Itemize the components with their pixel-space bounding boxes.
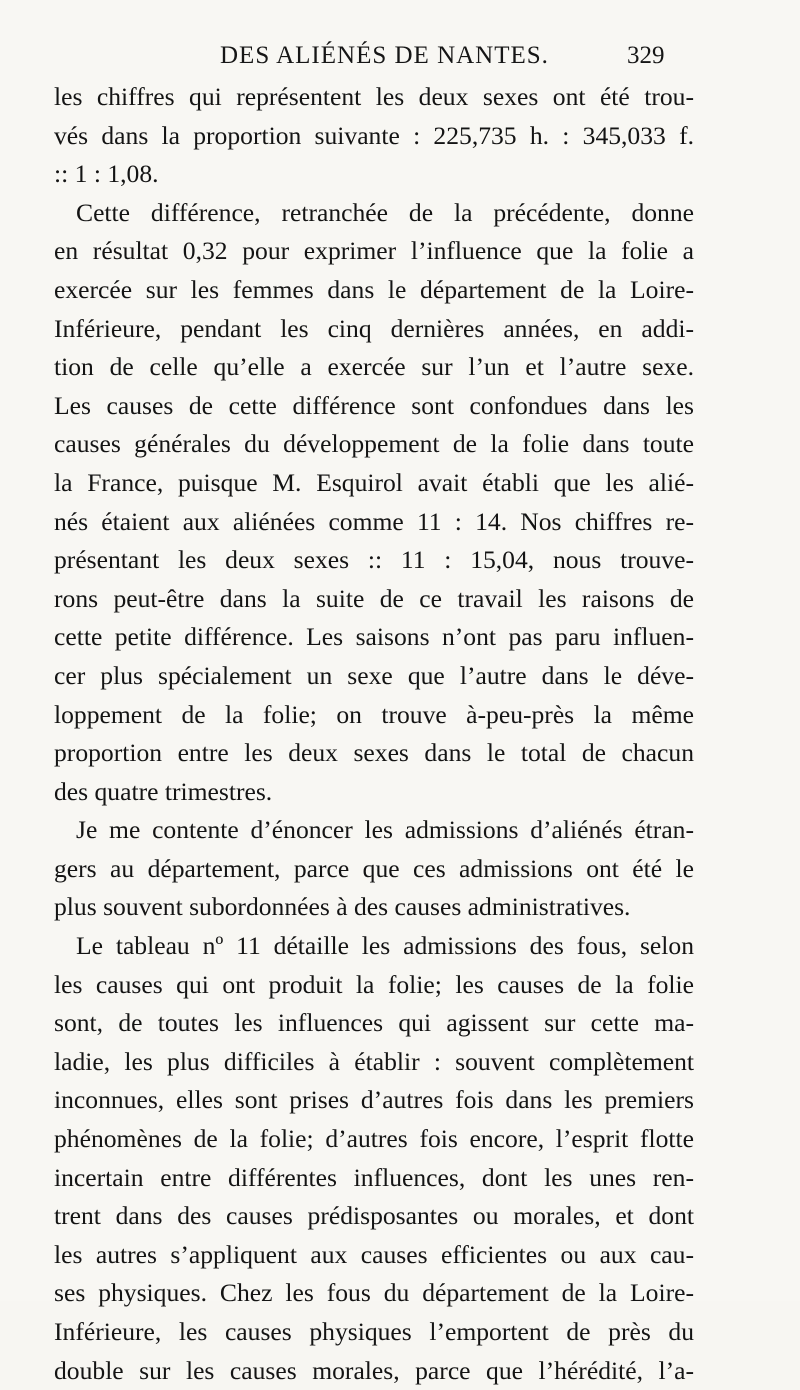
running-title: DES ALIÉNÉS DE NANTES. (220, 42, 549, 69)
text-line: vés dans la proportion suivante : 225,735 h. : 345,033 f. (54, 120, 694, 150)
text-line: Inférieure, les causes physiques l’emportent de près du (54, 1317, 694, 1346)
text-line: sont, de toutes les influences qui agissent sur cette ma- (54, 1008, 694, 1038)
text-line: loppement de la folie; on trouve à-peu-près la même (54, 699, 694, 729)
text-line: des quatre trimestres. (54, 776, 273, 806)
paragraph-first-line: Cette différence, retranchée de la précédente, donne (76, 197, 694, 227)
text-line: trent dans des causes prédisposantes ou morales, et dont (54, 1201, 694, 1231)
body-text (54, 78, 694, 1390)
text-line: les causes qui ont produit la folie; les causes de la folie (54, 969, 694, 999)
text-line: double sur les causes morales, parce que l’hérédité, l’a- (54, 1355, 694, 1385)
text-line: la France, puisque M. Esquirol avait établi que les alié- (54, 467, 694, 497)
text-line: cette petite différence. Les saisons n’ont pas paru influen- (54, 622, 694, 652)
text-line: cer plus spécialement un sexe que l’autre dans le déve- (54, 660, 694, 690)
text-line: gers au département, parce que ces admissions ont été le (54, 853, 694, 883)
text-line: tion de celle qu’elle a exercée sur l’un et l’autre sexe. (54, 352, 694, 382)
paragraph-first-line: Je me contente d’énoncer les admissions d’aliénés étran- (76, 815, 694, 845)
text-line: plus souvent subordonnées à des causes administratives. (54, 892, 631, 922)
text-line: présentant les deux sexes :: 11 : 15,04, nous trouve- (54, 545, 694, 575)
paragraph-first-line: Le tableau nº 11 détaille les admissions des fous, selon (76, 931, 694, 961)
text-line: ladie, les plus difficiles à établir : souvent complètement (54, 1046, 694, 1076)
text-line: inconnues, elles sont prises d’autres fois dans les premiers (54, 1085, 694, 1115)
text-line: en résultat 0,32 pour exprimer l’influence que la folie a (54, 236, 694, 266)
text-line: proportion entre les deux sexes dans le total de chacun (54, 738, 694, 768)
text-line: phénomènes de la folie; d’autres fois encore, l’esprit flotte (54, 1124, 694, 1154)
text-line: les chiffres qui représentent les deux sexes ont été trou- (54, 82, 694, 111)
text-line: exercée sur les femmes dans le département de la Loire- (54, 274, 694, 304)
text-line: Les causes de cette différence sont confondues dans les (54, 390, 694, 420)
text-line: :: 1 : 1,08. (54, 159, 159, 189)
text-line: incertain entre différentes influences, dont les unes ren- (54, 1162, 694, 1192)
text-line: nés étaient aux aliénées comme 11 : 14. Nos chiffres re- (54, 506, 694, 536)
page-number: 329 (627, 42, 665, 69)
text-line: Inférieure, pendant les cinq dernières années, en addi- (54, 313, 694, 343)
text-line: ses physiques. Chez les fous du département de la Loire- (54, 1278, 694, 1308)
text-line: rons peut-être dans la suite de ce travail les raisons de (54, 583, 694, 613)
page-header (0, 34, 800, 74)
text-line: causes générales du développement de la folie dans toute (54, 429, 694, 459)
text-line: les autres s’appliquent aux causes efficientes ou aux cau- (54, 1239, 694, 1269)
